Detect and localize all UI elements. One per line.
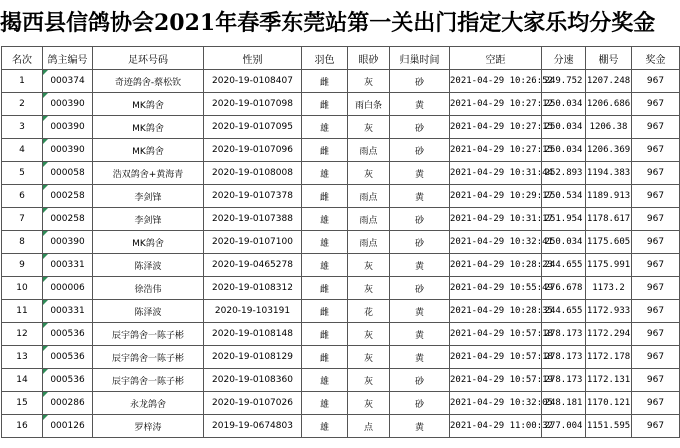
table-row[interactable] xyxy=(2,208,680,231)
cell-feather-color[interactable]: 雌 xyxy=(302,323,348,346)
cell-rank[interactable]: 9 xyxy=(2,254,43,277)
cell-rank[interactable]: 11 xyxy=(2,300,43,323)
cell-loft-number[interactable]: 1206.686 xyxy=(586,93,632,116)
cell-rank[interactable]: 12 xyxy=(2,323,43,346)
cell-gender[interactable]: 2020-19-0108129 xyxy=(204,346,302,369)
cell-feather-color[interactable]: 雌 xyxy=(302,300,348,323)
cell-feather-color[interactable]: 雄 xyxy=(302,392,348,415)
cell-feather-color[interactable]: 雄 xyxy=(302,369,348,392)
cell-loft-number[interactable]: 1194.383 xyxy=(586,162,632,185)
cell-loft-number[interactable]: 1172.294 xyxy=(586,323,632,346)
cell-ring-number[interactable]: 辰宇鸽舍一陈子彬 xyxy=(93,323,204,346)
cell-gender[interactable]: 2020-19-0107100 xyxy=(204,231,302,254)
cell-prize[interactable]: 967 xyxy=(632,415,680,438)
cell-flight-distance[interactable]: 2021-04-29 10:32:05 xyxy=(450,392,542,415)
cell-loft-number[interactable]: 1189.913 xyxy=(586,185,632,208)
table-row[interactable] xyxy=(2,231,680,254)
cell-gender[interactable]: 2020-19-103191 xyxy=(204,300,302,323)
cell-flight-distance[interactable]: 2021-04-29 10:55:49 xyxy=(450,277,542,300)
cell-ring-number[interactable]: 陈泽波 xyxy=(93,254,204,277)
table-row[interactable] xyxy=(2,300,680,323)
cell-flight-distance[interactable]: 2021-04-29 10:57:19 xyxy=(450,369,542,392)
column-header-gender[interactable]: 性别 xyxy=(204,47,302,70)
cell-rank[interactable]: 16 xyxy=(2,415,43,438)
table-row[interactable] xyxy=(2,392,680,415)
table-row[interactable] xyxy=(2,323,680,346)
cell-return-time[interactable]: 砂 xyxy=(390,208,450,231)
cell-flight-distance[interactable]: 2021-04-29 10:31:44 xyxy=(450,162,542,185)
cell-feather-color[interactable]: 雌 xyxy=(302,185,348,208)
cell-flight-distance[interactable]: 2021-04-29 10:28:23 xyxy=(450,254,542,277)
cell-loft-number[interactable]: 1175.605 xyxy=(586,231,632,254)
cell-prize[interactable]: 967 xyxy=(632,346,680,369)
cell-prize[interactable]: 967 xyxy=(632,323,680,346)
header-row xyxy=(2,47,680,70)
cell-return-time[interactable]: 砂 xyxy=(390,231,450,254)
cell-speed[interactable]: 278.173 xyxy=(542,369,586,392)
cell-loft-number[interactable]: 1207.248 xyxy=(586,70,632,93)
cell-return-time[interactable]: 黄 xyxy=(390,323,450,346)
cell-rank[interactable]: 6 xyxy=(2,185,43,208)
cell-return-time[interactable]: 黄 xyxy=(390,254,450,277)
cell-gender[interactable]: 2020-19-0107098 xyxy=(204,93,302,116)
cell-flight-distance[interactable]: 2021-04-29 10:27:12 xyxy=(450,93,542,116)
table-row[interactable] xyxy=(2,415,680,438)
cell-return-time[interactable]: 砂 xyxy=(390,369,450,392)
cell-eye-sand[interactable]: 灰 xyxy=(348,162,390,185)
cell-loft-number[interactable]: 1175.991 xyxy=(586,254,632,277)
cell-rank[interactable]: 10 xyxy=(2,277,43,300)
cell-gender[interactable]: 2020-19-0108312 xyxy=(204,277,302,300)
cell-owner-id[interactable]: 000258 xyxy=(43,208,93,231)
cell-gender[interactable]: 2020-19-0107378 xyxy=(204,185,302,208)
cell-feather-color[interactable]: 雄 xyxy=(302,231,348,254)
table-row[interactable] xyxy=(2,369,680,392)
cell-eye-sand[interactable]: 雨点 xyxy=(348,185,390,208)
cell-gender[interactable]: 2020-19-0108148 xyxy=(204,323,302,346)
cell-return-time[interactable]: 黄 xyxy=(390,162,450,185)
cell-speed[interactable]: 252.893 xyxy=(542,162,586,185)
cell-speed[interactable]: 244.655 xyxy=(542,300,586,323)
cell-flight-distance[interactable]: 2021-04-29 10:29:17 xyxy=(450,185,542,208)
cell-eye-sand[interactable]: 灰 xyxy=(348,277,390,300)
cell-gender[interactable]: 2020-19-0108360 xyxy=(204,369,302,392)
cell-speed[interactable]: 248.181 xyxy=(542,392,586,415)
cell-owner-id[interactable]: 000390 xyxy=(43,231,93,254)
cell-owner-id[interactable]: 000374 xyxy=(43,70,93,93)
cell-speed[interactable]: 277.004 xyxy=(542,415,586,438)
cell-owner-id[interactable]: 000536 xyxy=(43,323,93,346)
cell-owner-id[interactable]: 000390 xyxy=(43,139,93,162)
cell-prize[interactable]: 967 xyxy=(632,70,680,93)
cell-feather-color[interactable]: 雄 xyxy=(302,162,348,185)
cell-ring-number[interactable]: 徐浩伟 xyxy=(93,277,204,300)
cell-ring-number[interactable]: 辰宇鸽舍一陈子彬 xyxy=(93,369,204,392)
cell-ring-number[interactable]: MK鸽舍 xyxy=(93,93,204,116)
cell-speed[interactable]: 244.655 xyxy=(542,254,586,277)
table-row[interactable] xyxy=(2,277,680,300)
column-header-rank[interactable]: 名次 xyxy=(2,47,43,70)
cell-eye-sand[interactable]: 雨点 xyxy=(348,139,390,162)
cell-owner-id[interactable]: 000006 xyxy=(43,277,93,300)
cell-return-time[interactable]: 黄 xyxy=(390,346,450,369)
cell-speed[interactable]: 250.034 xyxy=(542,139,586,162)
cell-speed[interactable]: 250.034 xyxy=(542,231,586,254)
cell-eye-sand[interactable]: 灰 xyxy=(348,254,390,277)
cell-rank[interactable]: 14 xyxy=(2,369,43,392)
cell-prize[interactable]: 967 xyxy=(632,254,680,277)
cell-owner-id[interactable]: 000331 xyxy=(43,254,93,277)
cell-loft-number[interactable]: 1172.131 xyxy=(586,369,632,392)
cell-flight-distance[interactable]: 2021-04-29 10:57:18 xyxy=(450,323,542,346)
cell-return-time[interactable]: 砂 xyxy=(390,116,450,139)
cell-return-time[interactable]: 黄 xyxy=(390,93,450,116)
cell-flight-distance[interactable]: 2021-04-29 10:32:41 xyxy=(450,231,542,254)
cell-rank[interactable]: 1 xyxy=(2,70,43,93)
cell-flight-distance[interactable]: 2021-04-29 10:57:18 xyxy=(450,346,542,369)
cell-ring-number[interactable]: 浩双鸽舍+黄海青 xyxy=(93,162,204,185)
column-header-prize[interactable]: 奖金 xyxy=(632,47,680,70)
cell-speed[interactable]: 249.752 xyxy=(542,70,586,93)
cell-flight-distance[interactable]: 2021-04-29 11:00:32 xyxy=(450,415,542,438)
cell-prize[interactable]: 967 xyxy=(632,277,680,300)
cell-flight-distance[interactable]: 2021-04-29 10:27:15 xyxy=(450,139,542,162)
cell-gender[interactable]: 2020-19-0107026 xyxy=(204,392,302,415)
cell-loft-number[interactable]: 1170.121 xyxy=(586,392,632,415)
cell-owner-id[interactable]: 000390 xyxy=(43,116,93,139)
cell-ring-number[interactable]: 罗梓涛 xyxy=(93,415,204,438)
cell-ring-number[interactable]: 永龙鸽舍 xyxy=(93,392,204,415)
cell-speed[interactable]: 276.678 xyxy=(542,277,586,300)
column-header-speed[interactable]: 分速 xyxy=(542,47,586,70)
cell-speed[interactable]: 250.534 xyxy=(542,185,586,208)
cell-gender[interactable]: 2020-19-0107388 xyxy=(204,208,302,231)
cell-feather-color[interactable]: 雌 xyxy=(302,70,348,93)
cell-prize[interactable]: 967 xyxy=(632,162,680,185)
cell-loft-number[interactable]: 1206.38 xyxy=(586,116,632,139)
cell-feather-color[interactable]: 雄 xyxy=(302,116,348,139)
column-header-flight-distance[interactable]: 空距 xyxy=(450,47,542,70)
cell-owner-id[interactable]: 000536 xyxy=(43,346,93,369)
cell-prize[interactable]: 967 xyxy=(632,93,680,116)
table-row[interactable] xyxy=(2,346,680,369)
cell-flight-distance[interactable]: 2021-04-29 10:31:17 xyxy=(450,208,542,231)
cell-prize[interactable]: 967 xyxy=(632,185,680,208)
cell-eye-sand[interactable]: 灰 xyxy=(348,369,390,392)
cell-return-time[interactable]: 砂 xyxy=(390,277,450,300)
cell-loft-number[interactable]: 1206.369 xyxy=(586,139,632,162)
cell-feather-color[interactable]: 雄 xyxy=(302,208,348,231)
cell-ring-number[interactable]: MK鸽舍 xyxy=(93,116,204,139)
cell-return-time[interactable]: 黄 xyxy=(390,300,450,323)
cell-owner-id[interactable]: 000331 xyxy=(43,300,93,323)
cell-prize[interactable]: 967 xyxy=(632,369,680,392)
cell-loft-number[interactable]: 1151.595 xyxy=(586,415,632,438)
cell-speed[interactable]: 251.954 xyxy=(542,208,586,231)
cell-gender[interactable]: 2019-19-0674803 xyxy=(204,415,302,438)
cell-gender[interactable]: 2020-19-0465278 xyxy=(204,254,302,277)
cell-eye-sand[interactable]: 雨点 xyxy=(348,231,390,254)
cell-rank[interactable]: 4 xyxy=(2,139,43,162)
cell-owner-id[interactable]: 000536 xyxy=(43,369,93,392)
cell-ring-number[interactable]: 奇迹鸽舍-蔡松钦 xyxy=(93,70,204,93)
cell-speed[interactable]: 278.173 xyxy=(542,346,586,369)
cell-speed[interactable]: 278.173 xyxy=(542,323,586,346)
cell-loft-number[interactable]: 1172.933 xyxy=(586,300,632,323)
cell-return-time[interactable]: 黄 xyxy=(390,185,450,208)
cell-ring-number[interactable]: MK鸽舍 xyxy=(93,139,204,162)
cell-feather-color[interactable]: 雄 xyxy=(302,415,348,438)
cell-speed[interactable]: 250.034 xyxy=(542,116,586,139)
cell-ring-number[interactable]: 辰宇鸽舍一陈子彬 xyxy=(93,346,204,369)
cell-flight-distance[interactable]: 2021-04-29 10:28:35 xyxy=(450,300,542,323)
column-header-eye-sand[interactable]: 眼砂 xyxy=(348,47,390,70)
cell-rank[interactable]: 5 xyxy=(2,162,43,185)
cell-owner-id[interactable]: 000286 xyxy=(43,392,93,415)
cell-flight-distance[interactable]: 2021-04-29 10:27:15 xyxy=(450,116,542,139)
cell-eye-sand[interactable]: 雨白条 xyxy=(348,93,390,116)
column-header-ring-number[interactable]: 足环号码 xyxy=(93,47,204,70)
results-table xyxy=(1,46,680,438)
cell-prize[interactable]: 967 xyxy=(632,116,680,139)
cell-loft-number[interactable]: 1172.178 xyxy=(586,346,632,369)
table-row[interactable] xyxy=(2,185,680,208)
column-header-loft-number[interactable]: 棚号 xyxy=(586,47,632,70)
cell-gender[interactable]: 2020-19-0107095 xyxy=(204,116,302,139)
cell-owner-id[interactable]: 000126 xyxy=(43,415,93,438)
cell-return-time[interactable]: 砂 xyxy=(390,139,450,162)
cell-eye-sand[interactable]: 点 xyxy=(348,415,390,438)
cell-ring-number[interactable]: 陈泽波 xyxy=(93,300,204,323)
cell-feather-color[interactable]: 雌 xyxy=(302,277,348,300)
cell-gender[interactable]: 2020-19-0107096 xyxy=(204,139,302,162)
cell-eye-sand[interactable]: 雨点 xyxy=(348,208,390,231)
cell-eye-sand[interactable]: 灰 xyxy=(348,323,390,346)
cell-ring-number[interactable]: MK鸽舍 xyxy=(93,231,204,254)
cell-owner-id[interactable]: 000390 xyxy=(43,93,93,116)
cell-feather-color[interactable]: 雌 xyxy=(302,139,348,162)
cell-return-time[interactable]: 黄 xyxy=(390,415,450,438)
cell-owner-id[interactable]: 000258 xyxy=(43,185,93,208)
table-row[interactable] xyxy=(2,70,680,93)
cell-ring-number[interactable]: 李剑锋 xyxy=(93,185,204,208)
cell-feather-color[interactable]: 雌 xyxy=(302,346,348,369)
cell-prize[interactable]: 967 xyxy=(632,392,680,415)
cell-prize[interactable]: 967 xyxy=(632,300,680,323)
table-row[interactable] xyxy=(2,93,680,116)
table-row[interactable] xyxy=(2,162,680,185)
cell-eye-sand[interactable]: 花 xyxy=(348,300,390,323)
cell-speed[interactable]: 250.034 xyxy=(542,93,586,116)
table-row[interactable] xyxy=(2,139,680,162)
cell-eye-sand[interactable]: 灰 xyxy=(348,346,390,369)
cell-prize[interactable]: 967 xyxy=(632,231,680,254)
cell-prize[interactable]: 967 xyxy=(632,139,680,162)
column-header-owner-id[interactable]: 鸽主编号 xyxy=(43,47,93,70)
cell-feather-color[interactable]: 雌 xyxy=(302,93,348,116)
cell-rank[interactable]: 7 xyxy=(2,208,43,231)
table-body xyxy=(2,70,680,438)
cell-gender[interactable]: 2020-19-0108407 xyxy=(204,70,302,93)
cell-rank[interactable]: 2 xyxy=(2,93,43,116)
cell-loft-number[interactable]: 1178.617 xyxy=(586,208,632,231)
cell-eye-sand[interactable]: 灰 xyxy=(348,392,390,415)
cell-loft-number[interactable]: 1173.2 xyxy=(586,277,632,300)
cell-eye-sand[interactable]: 灰 xyxy=(348,70,390,93)
cell-eye-sand[interactable]: 灰 xyxy=(348,116,390,139)
cell-prize[interactable]: 967 xyxy=(632,208,680,231)
cell-flight-distance[interactable]: 2021-04-29 10:26:52 xyxy=(450,70,542,93)
page-title: 揭西县信鸽协会2021年春季东莞站第一关出门指定大家乐均分奖金 xyxy=(0,10,656,36)
cell-owner-id[interactable]: 000058 xyxy=(43,162,93,185)
column-header-feather-color[interactable]: 羽色 xyxy=(302,47,348,70)
cell-rank[interactable]: 8 xyxy=(2,231,43,254)
cell-return-time[interactable]: 砂 xyxy=(390,392,450,415)
column-header-return-time[interactable]: 归巢时间 xyxy=(390,47,450,70)
cell-rank[interactable]: 3 xyxy=(2,116,43,139)
table-row[interactable] xyxy=(2,254,680,277)
cell-rank[interactable]: 15 xyxy=(2,392,43,415)
cell-rank[interactable]: 13 xyxy=(2,346,43,369)
cell-ring-number[interactable]: 李剑锋 xyxy=(93,208,204,231)
cell-return-time[interactable]: 砂 xyxy=(390,70,450,93)
cell-gender[interactable]: 2020-19-0108008 xyxy=(204,162,302,185)
cell-feather-color[interactable]: 雄 xyxy=(302,254,348,277)
table-row[interactable] xyxy=(2,116,680,139)
